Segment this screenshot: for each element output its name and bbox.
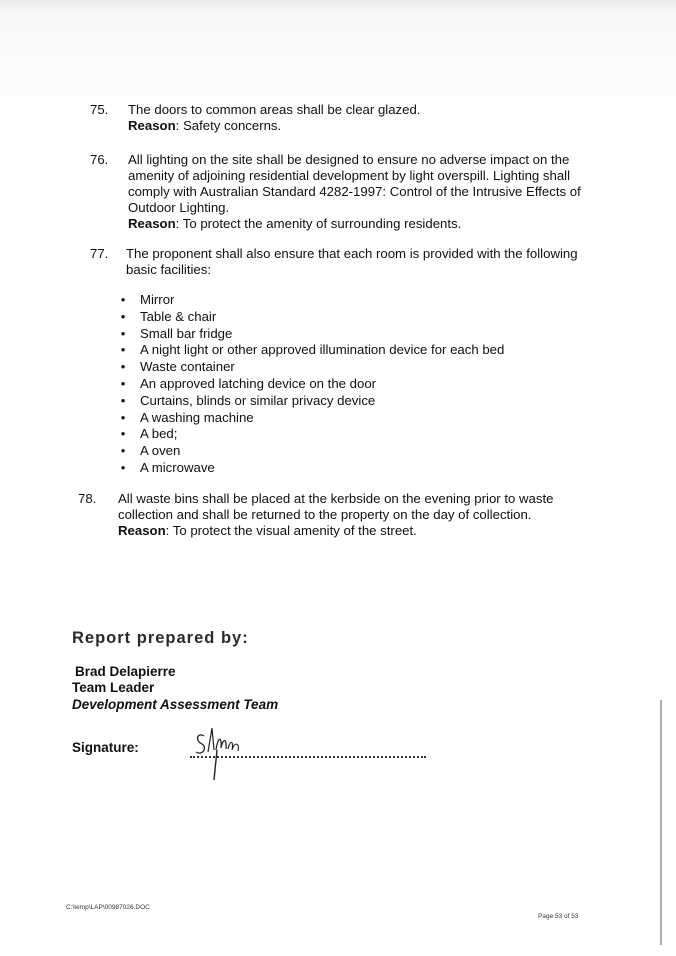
condition-text-line: collection and shall be returned to the property on the day of collection. <box>118 507 532 522</box>
facility-item: A microwave <box>140 459 215 475</box>
condition-number: 77. <box>90 246 109 261</box>
condition-text-line: The proponent shall also ensure that each room is provided with the following <box>126 246 578 261</box>
facility-item: A night light or other approved illumination device for each bed <box>140 342 505 358</box>
facility-item: Mirror <box>140 292 175 307</box>
facility-item: Waste container <box>140 359 235 375</box>
condition-number: 78. <box>78 491 97 506</box>
reason-text: : To protect the visual amenity of the street. <box>165 523 417 538</box>
report-prepared-heading: Report prepared by: <box>72 629 249 647</box>
bullet: • <box>120 426 126 442</box>
condition-text-line: All lighting on the site shall be designed to ensure no adverse impact on the <box>128 152 570 167</box>
condition-reason <box>128 216 581 232</box>
condition-text-line: amenity of adjoining residential development by light overspill. Lighting shall <box>128 168 571 183</box>
reason-text: : To protect the amenity of surrounding residents. <box>175 216 462 231</box>
condition-text-line: All waste bins shall be placed at the kerbside on the evening prior to waste <box>118 491 554 506</box>
bullet: • <box>120 375 126 391</box>
facility-item: A washing machine <box>140 409 254 425</box>
condition-76 <box>90 152 630 236</box>
condition-reason <box>128 118 420 134</box>
bullet: • <box>120 443 126 459</box>
reason-label: Reason <box>128 118 176 133</box>
condition-77 <box>90 246 630 280</box>
reason-label: Reason <box>128 216 176 231</box>
condition-number: 76. <box>90 152 109 167</box>
bullet: • <box>120 308 126 324</box>
condition-reason <box>118 523 553 539</box>
condition-text: The doors to common areas shall be clear glazed. <box>128 102 421 117</box>
bullet: • <box>120 392 126 408</box>
condition-78 <box>78 491 638 543</box>
facility-item: Small bar fridge <box>140 325 233 341</box>
footer-page-number: Page 53 of 53 <box>538 913 579 920</box>
preparer-name: Brad Delapierre <box>75 664 176 679</box>
reason-label: Reason <box>118 523 166 538</box>
scan-shadow-top <box>0 0 676 12</box>
facility-item: Curtains, blinds or similar privacy device <box>140 392 376 408</box>
condition-text-line: comply with Australian Standard 4282-1997: Control of the Intrusive Effects of <box>128 184 581 199</box>
bullet: • <box>120 459 126 475</box>
facility-item: An approved latching device on the door <box>140 375 377 391</box>
facility-item: A oven <box>140 443 181 459</box>
handwritten-signature <box>190 722 250 784</box>
footer-file-path: C:\temp\LAP\00987026.DOC <box>66 904 150 911</box>
condition-text-line: Outdoor Lighting. <box>128 200 230 215</box>
bullet: • <box>120 292 126 307</box>
reason-text: : Safety concerns. <box>175 118 282 133</box>
preparer-team: Development Assessment Team <box>72 697 279 712</box>
condition-75 <box>90 102 630 138</box>
facility-item: A bed; <box>140 426 178 442</box>
bullet: • <box>120 409 126 425</box>
bullet: • <box>120 342 126 358</box>
facility-item: Table & chair <box>140 308 217 324</box>
preparer-role: Team Leader <box>72 680 155 695</box>
bullet: • <box>120 325 126 341</box>
condition-text-line: basic facilities: <box>126 262 212 277</box>
scan-edge-right <box>660 700 662 945</box>
signature-label: Signature: <box>72 740 139 755</box>
bullet: • <box>120 359 126 375</box>
condition-number: 75. <box>90 102 109 117</box>
